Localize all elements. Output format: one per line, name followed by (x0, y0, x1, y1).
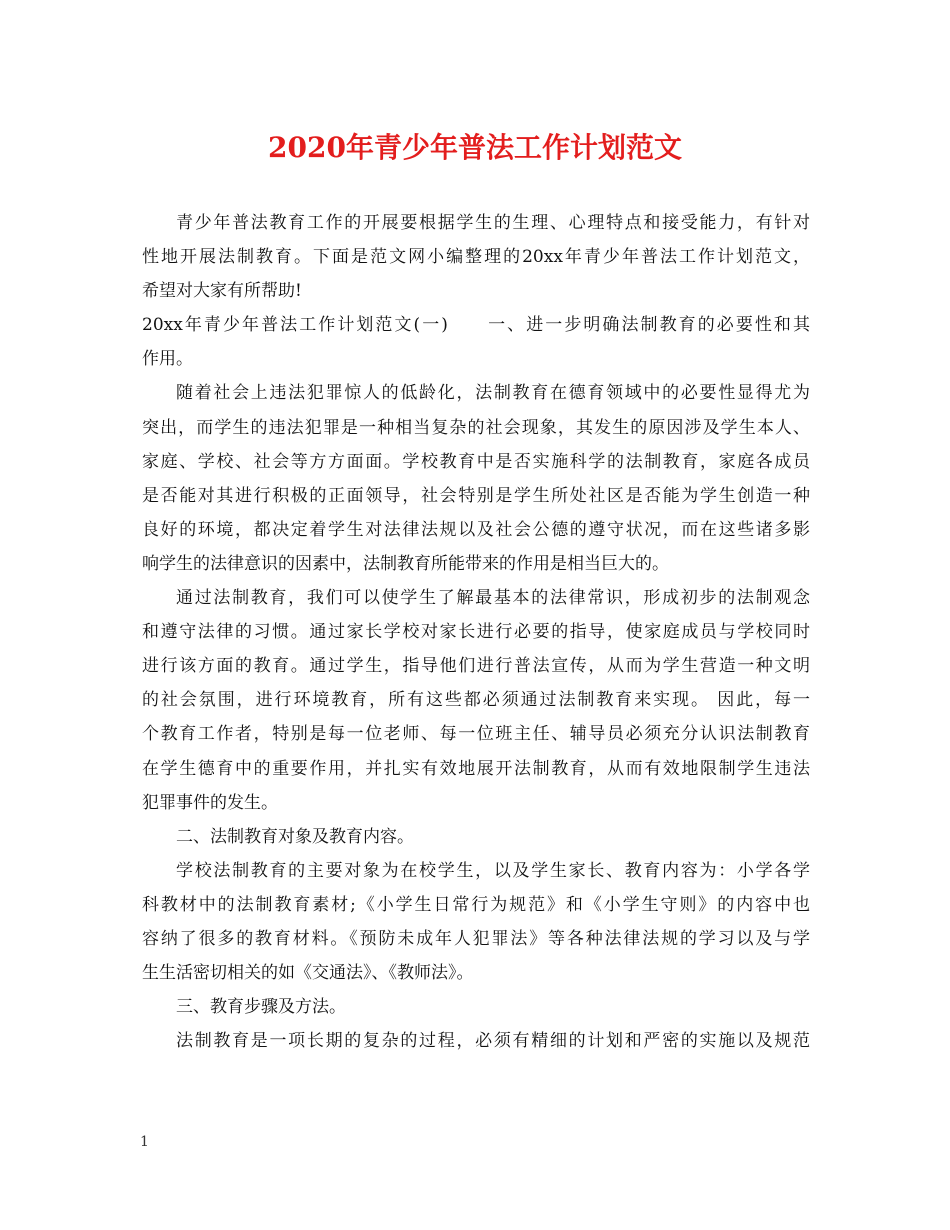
document-body (142, 206, 810, 1058)
paragraph-line: 良好的环境，都决定着学生对法律法规以及社会公德的遵守状况，而在这些诸多影 (142, 519, 810, 540)
paragraph-line: 随着社会上违法犯罪惊人的低龄化，法制教育在德育领域中的必要性显得尤为 (176, 383, 810, 404)
paragraph-line: 希望对大家有所帮助! (142, 281, 302, 302)
paragraph-line: 20xx年青少年普法工作计划范文(一) 一、进一步明确法制教育的必要性和其 (142, 315, 810, 336)
page-number: 1 (140, 1134, 149, 1150)
paragraph-line: 个教育工作者，特别是每一位老师、每一位班主任、辅导员必须充分认识法制教育 (142, 724, 810, 745)
paragraph-line: 容纳了很多的教育材料。《预防未成年人犯罪法》等各种法律法规的学习以及与学 (142, 928, 810, 949)
paragraph-line: 的社会氛围，进行环境教育，所有这些都必须通过法制教育来实现。 因此，每一 (142, 690, 810, 711)
paragraph-line: 性地开展法制教育。下面是范文网小编整理的20xx年青少年普法工作计划范文， (142, 247, 810, 268)
paragraph-line: 是否能对其进行积极的正面领导，社会特别是学生所处社区是否能为学生创造一种 (142, 485, 810, 506)
paragraph-line: 学校法制教育的主要对象为在校学生，以及学生家长、教育内容为：小学各学 (176, 860, 810, 881)
paragraph-line: 法制教育是一项长期的复杂的过程，必须有精细的计划和严密的实施以及规范 (176, 1031, 810, 1052)
paragraph-line: 响学生的法律意识的因素中，法制教育所能带来的作用是相当巨大的。 (142, 553, 669, 574)
paragraph-line: 通过法制教育，我们可以使学生了解最基本的法律常识，形成初步的法制观念 (176, 588, 810, 609)
section-heading: 三、教育步骤及方法。 (176, 997, 346, 1018)
paragraph-line: 突出，而学生的违法犯罪是一种相当复杂的社会现象，其发生的原因涉及学生本人、 (142, 417, 810, 438)
paragraph-line: 和遵守法律的习惯。通过家长学校对家长进行必要的指导，使家庭成员与学校同时 (142, 622, 810, 643)
paragraph-line: 在学生德育中的重要作用，并扎实有效地展开法制教育，从而有效地限制学生违法 (142, 758, 810, 779)
document-title: 2020年青少年普法工作计划范文 (268, 131, 682, 164)
section-heading: 二、法制教育对象及教育内容。 (176, 826, 414, 847)
paragraph-line: 犯罪事件的发生。 (142, 792, 278, 813)
paragraph-line: 生生活密切相关的如《交通法》、《教师法》。 (142, 963, 474, 984)
paragraph-line: 进行该方面的教育。通过学生，指导他们进行普法宣传，从而为学生营造一种文明 (142, 656, 810, 677)
paragraph-line: 家庭、学校、社会等方方面面。学校教育中是否实施科学的法制教育，家庭各成员 (142, 451, 810, 472)
paragraph-line: 青少年普法教育工作的开展要根据学生的生理、心理特点和接受能力，有针对 (176, 213, 810, 233)
paragraph-line: 科教材中的法制教育素材;《小学生日常行为规范》和《小学生守则》的内容中也 (142, 894, 810, 915)
paragraph-line: 作用。 (142, 349, 193, 370)
